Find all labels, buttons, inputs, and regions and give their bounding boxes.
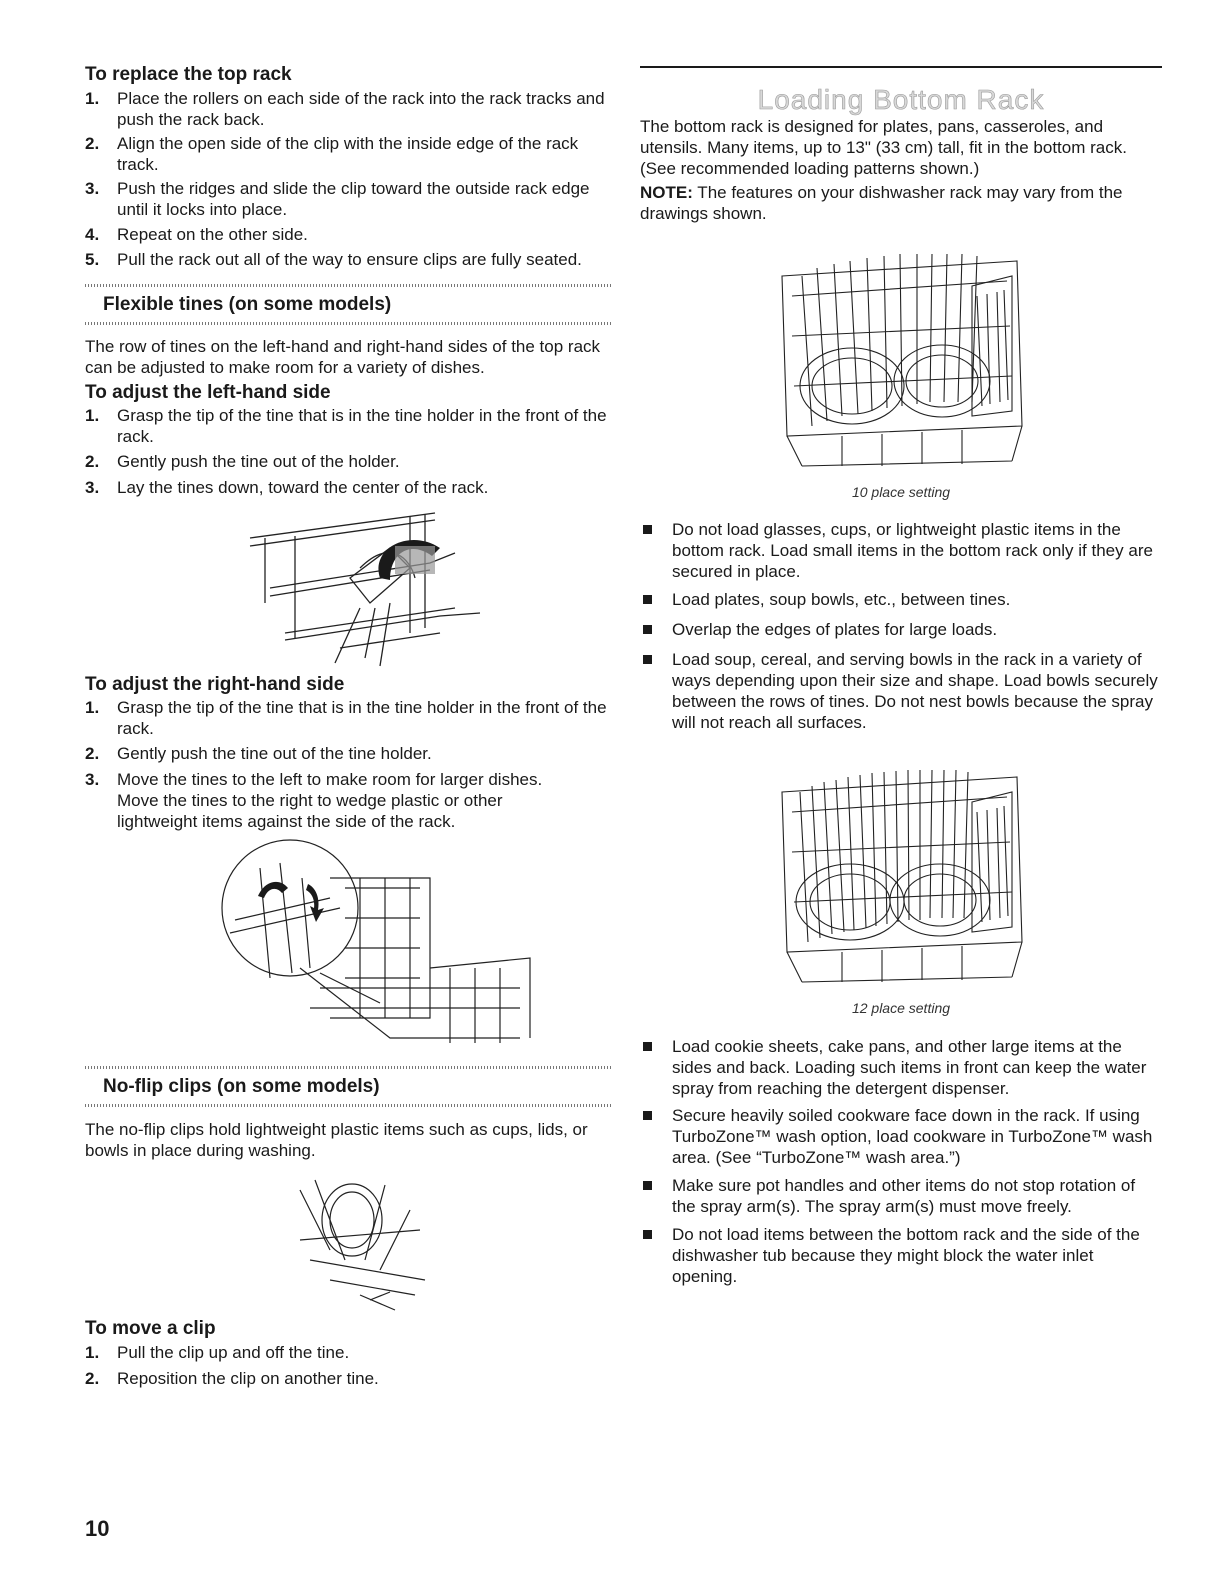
step-number: 4. xyxy=(85,225,100,244)
bullet-text: Load plates, soup bowls, etc., between tines. xyxy=(672,590,1011,609)
note-label: NOTE: xyxy=(640,183,693,202)
bullet-icon xyxy=(643,1181,652,1190)
step-number: 3. xyxy=(85,478,100,497)
bottom-rack-intro: The bottom rack is designed for plates, pans, casseroles, and utensils. Many items, up to 13" (33 cm) tall, fit in the bottom rack. (See recommended loading patterns shown.) xyxy=(640,117,1127,178)
note-text: The features on your dishwasher rack may vary from the drawings shown. xyxy=(640,183,1123,223)
bullet-icon xyxy=(643,1042,652,1051)
step-text: Gently push the tine out of the tine holder. xyxy=(117,744,432,763)
step-text: Pull the rack out all of the way to ensure clips are fully seated. xyxy=(117,250,582,269)
step-text: Pull the clip up and off the tine. xyxy=(117,1343,350,1362)
step-number: 5. xyxy=(85,250,100,269)
step-number: 2. xyxy=(85,1369,100,1388)
no-flip-intro: The no-flip clips hold lightweight plastic items such as cups, lids, or bowls in place during washing. xyxy=(85,1120,588,1160)
ten-place-setting-illustration xyxy=(772,236,1032,472)
move-clip-heading: To move a clip xyxy=(85,1318,216,1339)
section-divider xyxy=(85,1104,613,1107)
step-text: Align the open side of the clip with the inside edge of the rack track. xyxy=(117,134,579,174)
bullet-text: Overlap the edges of plates for large loads. xyxy=(672,620,998,639)
right-tines-illustration xyxy=(220,838,540,1048)
section-divider xyxy=(85,1066,613,1069)
bullet-text: Secure heavily soiled cookware face down in the rack. If using TurboZone™ wash option, load cookware in TurboZone™ wash area. (See “TurboZone™ wash area.”) xyxy=(672,1106,1153,1167)
replace-top-rack-heading: To replace the top rack xyxy=(85,64,292,85)
step-number: 1. xyxy=(85,698,100,717)
no-flip-heading: No-flip clips (on some models) xyxy=(103,1076,380,1097)
step-text: Grasp the tip of the tine that is in the tine holder in the front of the rack. xyxy=(117,406,607,446)
step-number: 2. xyxy=(85,134,100,153)
step-number: 2. xyxy=(85,744,100,763)
bullet-icon xyxy=(643,625,652,634)
twelve-place-setting-illustration xyxy=(772,752,1032,988)
left-tines-illustration xyxy=(240,508,540,668)
step-text: Push the ridges and slide the clip toward the outside rack edge until it locks into place. xyxy=(117,179,590,219)
adjust-left-heading: To adjust the left-hand side xyxy=(85,382,331,403)
step-text: Gently push the tine out of the holder. xyxy=(117,452,400,471)
bullet-icon xyxy=(643,525,652,534)
step-text: Reposition the clip on another tine. xyxy=(117,1369,379,1388)
bullet-text: Do not load items between the bottom rack and the side of the dishwasher tub because they might block the water inlet opening. xyxy=(672,1225,1140,1286)
bullet-text: Make sure pot handles and other items do not stop rotation of the spray arm(s). The spray arm(s) must move freely. xyxy=(672,1176,1136,1216)
bullet-text: Load cookie sheets, cake pans, and other large items at the sides and back. Loading such items in front can keep the water spray from reaching the detergent dispenser. xyxy=(672,1037,1147,1098)
step-number: 2. xyxy=(85,452,100,471)
adjust-right-heading: To adjust the right-hand side xyxy=(85,674,345,695)
note xyxy=(640,182,1162,224)
bullet-icon xyxy=(643,595,652,604)
ten-place-setting-caption: 10 place setting xyxy=(851,484,951,500)
step-text: Move the tines to the left to make room for larger dishes. Move the tines to the right to wedge plastic or other lightweight items against the side of the rack. xyxy=(117,770,543,831)
step-number: 1. xyxy=(85,406,100,425)
step-text: Place the rollers on each side of the rack into the rack tracks and push the rack back. xyxy=(117,89,605,129)
section-title: Loading Bottom Rack xyxy=(757,84,1045,115)
step-text: Repeat on the other side. xyxy=(117,225,308,244)
bullet-text: Do not load glasses, cups, or lightweight plastic items in the bottom rack. Load small items in the bottom rack only if they are secured in place. xyxy=(672,520,1153,581)
flexible-tines-intro: The row of tines on the left-hand and right-hand sides of the top rack can be adjusted to make room for a variety of dishes. xyxy=(85,337,601,377)
step-text: Grasp the tip of the tine that is in the tine holder in the front of the rack. xyxy=(117,698,607,738)
flexible-tines-heading: Flexible tines (on some models) xyxy=(103,294,392,315)
step-number: 1. xyxy=(85,1343,100,1362)
section-rule xyxy=(640,66,1162,68)
no-flip-clip-illustration xyxy=(290,1170,430,1315)
step-number: 1. xyxy=(85,89,100,108)
section-divider xyxy=(85,322,613,325)
step-text: Lay the tines down, toward the center of the rack. xyxy=(117,478,489,497)
page-number: 10 xyxy=(85,1516,110,1541)
bullet-icon xyxy=(643,1230,652,1239)
section-divider xyxy=(85,284,613,287)
bullet-text: Load soup, cereal, and serving bowls in the rack in a variety of ways depending upon their size and shape. Load bowls securely between the rows of tines. Do not nest bowls because the spray will not reach all surfaces. xyxy=(672,650,1158,732)
step-number: 3. xyxy=(85,179,100,198)
bullet-icon xyxy=(643,655,652,664)
step-number: 3. xyxy=(85,770,100,789)
twelve-place-setting-caption: 12 place setting xyxy=(851,1000,951,1016)
bullet-icon xyxy=(643,1111,652,1120)
